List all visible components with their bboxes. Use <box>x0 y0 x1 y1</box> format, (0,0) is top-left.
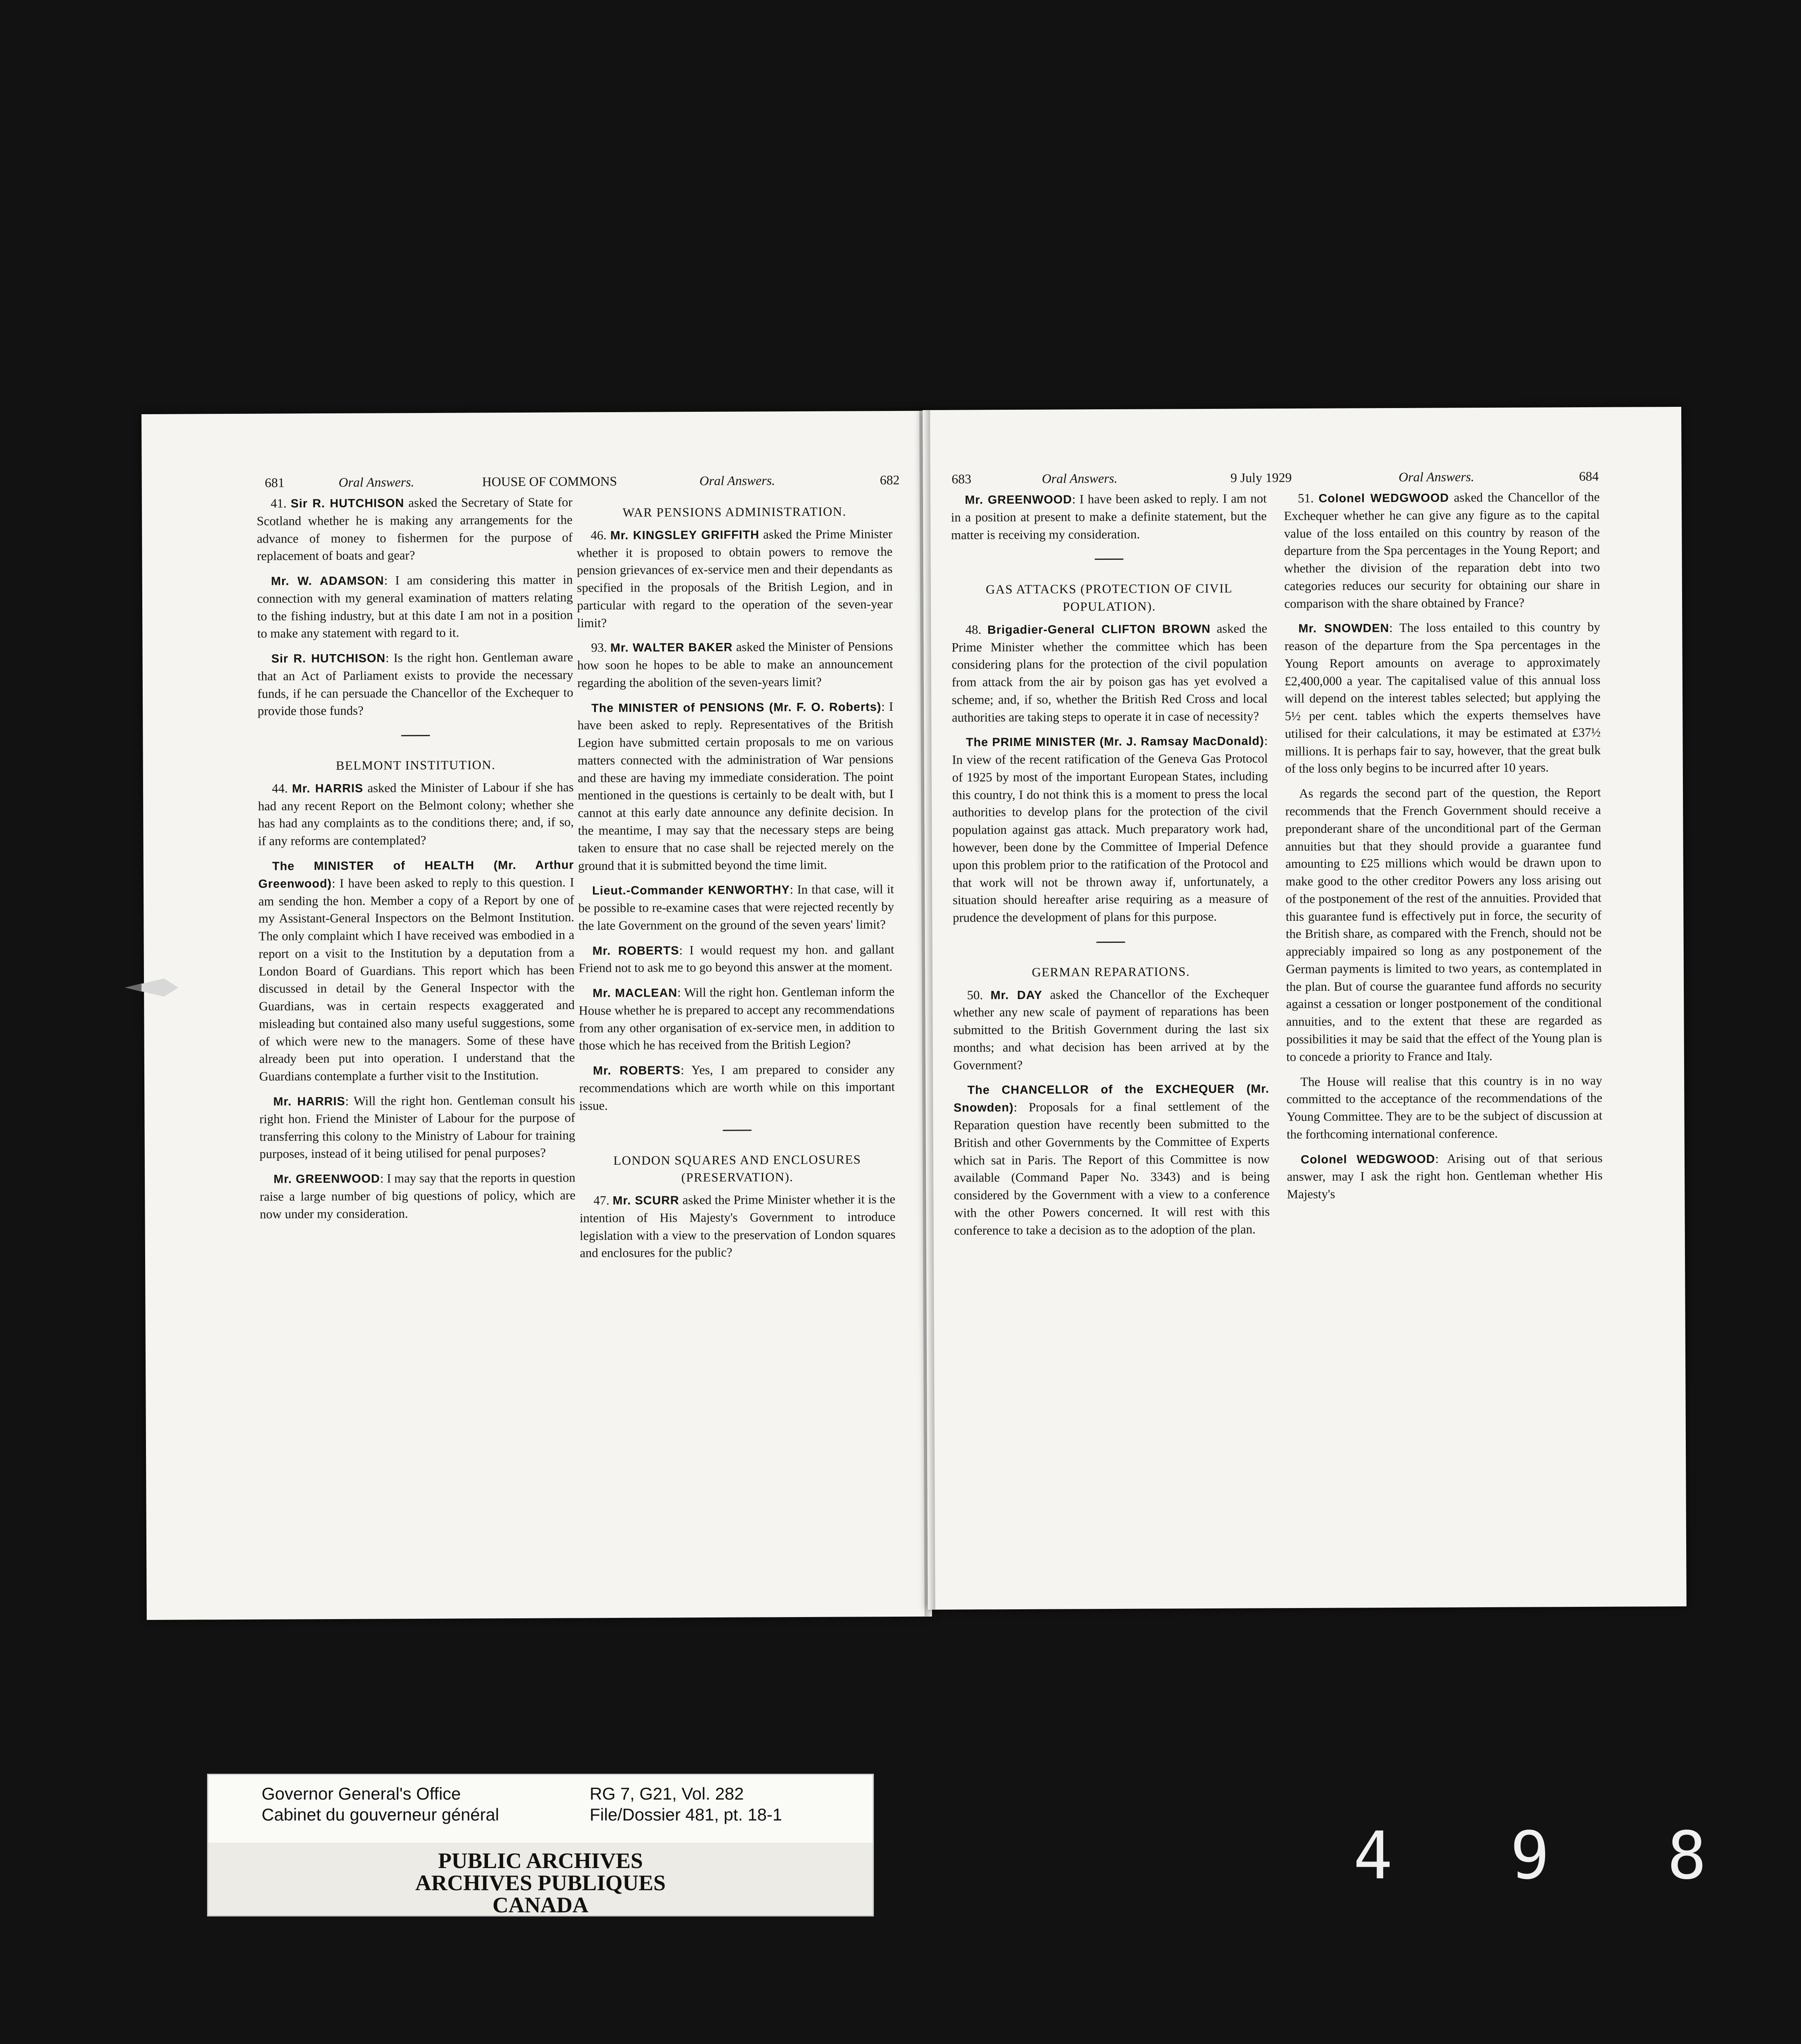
paragraph <box>952 732 1268 927</box>
sitting-date: 9 July 1929 <box>1230 470 1292 485</box>
speaker-name: Lieut.-Commander KENWORTHY <box>592 883 790 898</box>
speaker-name: Colonel WEDGWOOD <box>1318 491 1449 505</box>
section-heading: WAR PENSIONS ADMINISTRATION. <box>622 504 847 520</box>
office-name-en: Governor General's Office <box>262 1784 461 1803</box>
speaker-name: Mr. GREENWOOD <box>274 1172 380 1186</box>
paragraph <box>257 571 573 642</box>
column-681 <box>257 493 576 1230</box>
frame-number: 4 9 8 <box>1353 1817 1746 1894</box>
speech-text: : I have been asked to reply. I am not in a position at present to make a definite statement, but the matter is receiving my consideration. <box>951 491 1267 542</box>
paragraph <box>1287 1149 1603 1203</box>
section-rule <box>723 1129 752 1131</box>
speaker-name: Mr. KINGSLEY GRIFFITH <box>610 528 759 542</box>
speech-text: : Arising out of that serious answer, may I ask the right hon. Gentleman whether His Majesty's <box>1287 1150 1603 1202</box>
speaker-name: Mr. SCURR <box>613 1194 679 1208</box>
house-title: HOUSE OF COMMONS <box>482 473 617 489</box>
paragraph <box>579 983 895 1054</box>
paragraph <box>259 1091 575 1163</box>
paragraph <box>258 856 575 1085</box>
archive-label <box>207 1774 874 1916</box>
speech-text: asked the Minister of Pensions how soon he hopes to be able to make an announcement regarding the abolition of the seven-years limit? <box>577 639 893 690</box>
question-number: 41. <box>270 496 291 511</box>
column-683 <box>951 490 1270 1247</box>
speech-text: : Will the right hon. Gentleman consult his right hon. Friend the Minister of Labour for the purpose of transferring this colony to the Ministry of Labour for training purposes, instead of it being utilised for penal purposes? <box>259 1093 575 1161</box>
speaker-name: Mr. ROBERTS <box>593 1064 681 1078</box>
office-name-fr: Cabinet du gouverneur général <box>262 1805 499 1825</box>
column-title: Oral Answers. <box>1398 469 1475 484</box>
section-heading: GAS ATTACKS (PROTECTION OF CIVIL POPULATION). <box>985 581 1233 614</box>
speaker-name: The PRIME MINISTER (Mr. J. Ramsay MacDonald) <box>966 735 1264 749</box>
paragraph <box>258 778 574 850</box>
speaker-name: The CHANCELLOR of the EXCHEQUER (Mr. Snowden) <box>953 1082 1270 1115</box>
speech-text: : Is the right hon. Gentleman aware that an Act of Parliament exists to provide the necessary funds, if he can persuade the Chancellor of the Exchequer to provide those funds? <box>257 650 574 719</box>
speaker-name: Sir R. HUTCHISON <box>271 652 386 666</box>
speech-text: asked the Minister of Labour if she has had any recent Report on the Belmont colony; whether she has had any complaints as to the conditions there; and, if so, if any reforms are contemplated? <box>258 780 574 849</box>
paragraph <box>257 493 573 565</box>
speech-text: : Yes, I am prepared to consider any recommendations which are worth while on this important issue. <box>579 1062 895 1113</box>
column-682 <box>577 492 896 1269</box>
right-page <box>923 407 1687 1610</box>
column-number: 683 <box>951 471 971 486</box>
speaker-name: Mr. GREENWOOD <box>964 493 1072 507</box>
speech-text: asked the Secretary of State for Scotland whether he is making any arrangements for the advance of money to fishermen for the purpose of replacement of boats and gear? <box>257 495 573 563</box>
record-group <box>590 1783 782 1825</box>
speech-text: asked the Chancellor of the Exchequer whether he can give any figure as to the capital value of the loss entailed on this country by reason of the departure from the Spa percentages in the Young Report; and whether the division of the reparation debt into two categories reduces our security for obtaining our share in comparison with the share obtained by France? <box>1284 489 1600 611</box>
speaker-name: Colonel WEDGWOOD <box>1300 1152 1436 1166</box>
question-number: 93. <box>591 640 611 655</box>
paragraph <box>1286 1072 1603 1143</box>
speech-text: asked the Prime Minister whether it is the intention of His Majesty's Government to introduce legislation with a view to the preservation of London squares and enclosures for the public? <box>579 1192 896 1260</box>
paragraph <box>1284 618 1601 778</box>
archives-stamp <box>208 1850 873 1916</box>
paragraph <box>258 649 574 720</box>
stamp-line: PUBLIC ARCHIVES <box>438 1848 643 1873</box>
question-number: 46. <box>590 527 611 542</box>
stamp-line: CANADA <box>492 1893 588 1917</box>
speech-text: : The loss entailed to this country by reason of the departure from the Spa percentages in the Young Report amounts on average to approximately £2,400,000 a year. The capitalised value of this annual loss will depend on the interest tables selected; but applying the 5½ per cent. tables which the experts themselves have utilised for their calculations, it may be estimated at £37½ millions. It is perhaps fair to say, however, that the great bulk of the loss only begins to be incurred after 10 years. <box>1284 620 1601 776</box>
paragraph <box>579 941 894 977</box>
speaker-name: Mr. SNOWDEN <box>1298 622 1389 636</box>
speaker-name: Mr. MACLEAN <box>593 986 677 1000</box>
paragraph <box>260 1169 576 1223</box>
archive-reference <box>208 1775 873 1843</box>
speaker-name: Mr. HARRIS <box>292 782 363 796</box>
speaker-name: Mr. WALTER BAKER <box>610 641 733 655</box>
paragraph <box>953 985 1269 1074</box>
paragraph <box>579 1061 895 1115</box>
speaker-name: Sir R. HUTCHISON <box>290 497 404 511</box>
paragraph <box>577 698 894 875</box>
section-rule <box>1095 559 1124 560</box>
section-rule <box>1097 942 1125 943</box>
speaker-name: Mr. W. ADAMSON <box>271 574 384 588</box>
speaker-name: Mr. HARRIS <box>273 1095 346 1109</box>
speaker-name: Mr. DAY <box>990 988 1043 1002</box>
paragraph <box>951 490 1267 544</box>
column-title: Oral Answers. <box>699 473 775 488</box>
speech-text: The House will realise that this country is in no way committed to the acceptance of the recommendations of the Young Committee. They are to be the subject of discussion at the forthcoming international conference. <box>1286 1073 1603 1141</box>
running-header-left <box>142 472 927 492</box>
section-heading: GERMAN REPARATIONS. <box>1032 964 1190 979</box>
running-header-right <box>923 468 1682 488</box>
paragraph <box>951 620 1268 726</box>
office-name <box>262 1783 499 1825</box>
speech-text: : I may say that the reports in question raise a large number of big questions of policy, which are now under my consideration. <box>260 1170 576 1221</box>
section-rule <box>401 735 430 736</box>
speech-text: : I have been asked to reply to this question. I am sending the hon. Member a copy of a Report by one of my Assistant-General Inspectors on the Belmont Institution. The only complaint which I have received was embodied in a report on a visit to the Institution by a deputation from a London Board of Guardians. This report which has been discussed in detail by the General Inspector with the Guardians, was in certain respects exaggerated and misleading but contained also many useful suggestions, some of which were new to the managers. Some of these have already been put into operation. I understand that the Guardians contemplate a further visit to the Institution. <box>258 875 575 1084</box>
speech-text: : Will the right hon. Gentleman inform the House whether he is prepared to accept any recommendations from any other organisation of ex-service men, in addition to those which he has received from the British Legion? <box>579 984 895 1053</box>
question-number: 47. <box>593 1193 613 1208</box>
speech-text: : I would request my hon. and gallant Friend not to ask me to go beyond this answer at the moment. <box>578 942 894 975</box>
speech-text: asked the Chancellor of the Exchequer whether any new scale of payment of reparations has been submitted to the British Government during the last six months; and what decision has been arrived at by the Government? <box>953 986 1269 1072</box>
column-number: 684 <box>1579 468 1599 484</box>
speaker-name: The MINISTER of PENSIONS (Mr. F. O. Roberts) <box>591 700 882 715</box>
paragraph <box>577 638 893 692</box>
file-dossier: File/Dossier 481, pt. 18-1 <box>590 1805 782 1825</box>
speaker-name: The MINISTER of HEALTH (Mr. Arthur Greenwood) <box>258 858 574 891</box>
question-number: 51. <box>1297 490 1319 506</box>
pencil-tip-icon <box>125 976 178 999</box>
speaker-name: Mr. ROBERTS <box>592 944 679 958</box>
speaker-name: Brigadier-General CLIFTON BROWN <box>987 622 1211 637</box>
question-number: 50. <box>967 987 991 1002</box>
paragraph <box>577 525 893 632</box>
column-number: 681 <box>264 475 285 490</box>
column-number: 682 <box>880 472 900 488</box>
paragraph <box>1285 784 1602 1066</box>
left-page <box>141 411 932 1620</box>
column-684 <box>1284 488 1603 1211</box>
speech-text: asked the Prime Minister whether the committee which has been considering plans for the protection of the civil population from attack from the air by poison gas has yet evolved a scheme; and, if so, whether the British Red Cross and local authorities are taking steps to operate it in case of necessity? <box>951 621 1268 725</box>
question-number: 44. <box>271 781 292 796</box>
speech-text: : Proposals for a final settlement of the Reparation question have recently been submitted to the British and other Governments by the Committee of Experts which sat in Paris. The Report of this Committee is now available (Command Paper No. 3343) and is being considered by the Government with a view to a conference with the other Powers concerned. It will rest with this conference to take a decision as to the adoption of the plan. <box>953 1099 1270 1238</box>
speech-text: asked the Prime Minister whether it is proposed to obtain powers to remove the pension grievances of ex-service men and their dependants as specified in the proposals of the British Legion, and in particular with regard to the operation of the seven-year limit? <box>577 526 893 630</box>
record-group-volume: RG 7, G21, Vol. 282 <box>590 1784 744 1803</box>
speech-text: : I have been asked to reply. Representatives of the British Legion have submitted certain proposals to me on various matters connected with the administration of War pensions and these are having my immediate consideration. The point mentioned in the questions is certainly to be dealt with, but I cannot at this early date announce any definite decision. In the meantime, I may say that the necessary steps are being taken to ensure that no case shall be rejected merely on the ground that it is submitted beyond the time limit. <box>577 699 894 873</box>
speech-text: : In view of the recent ratification of the Geneva Gas Protocol of 1925 by most of the important European States, including this country, I do not think this is a moment to press the local authorities to develop plans for the protection of the civil population against gas attack. Much preparatory work had, however, been done by the Committee of Imperial Defence upon this problem prior to the ratification of the Protocol and that work will not be thrown away if, unfortunately, a situation should hereafter arise requiring as a measure of prudence the development of plans for this purpose. <box>952 733 1269 925</box>
speech-text: As regards the second part of the question, the Report recommends that the French Government should receive a preponderant share of the unconditional part of the German annuities but that they should provide a guarantee fund amounting to £25 millions which would be drawn upon to make good to the other creditor Powers any loss arising out of the postponement of the rest of the annuities. Provided that this guarantee fund is effectively put in force, the security of the British share, as compared with the French, should not be appreciably impaired so long as any postponement of the German payments is limited to two years, as contemplated in the plan. But of course the guarantee fund affords no security against a cessation or longer postponement of the conditional annuities, and to the extent that these are regarded as possibilities it may be said that the effect of the Young plan is to concede a priority to France and Italy. <box>1285 785 1602 1064</box>
section-heading: LONDON SQUARES AND ENCLOSURES (PRESERVATION). <box>613 1152 862 1185</box>
question-number: 48. <box>965 622 988 637</box>
paragraph <box>579 1191 896 1262</box>
speech-text: : In that case, will it be possible to re-examine cases that were rejected recently by the late Government on the ground of the seven years' limit? <box>578 882 894 933</box>
section-heading: BELMONT INSTITUTION. <box>335 757 496 773</box>
column-title: Oral Answers. <box>1042 470 1118 486</box>
paragraph <box>1284 488 1600 613</box>
paragraph <box>578 881 894 935</box>
paragraph <box>953 1080 1270 1239</box>
speech-text: : I am considering this matter in connection with my general examination of matters relating to the fishing industry, but at this date I am not in a position to make any statement with regard to it. <box>257 572 573 641</box>
column-title: Oral Answers. <box>338 474 415 490</box>
stamp-line: ARCHIVES PUBLIQUES <box>415 1871 666 1895</box>
